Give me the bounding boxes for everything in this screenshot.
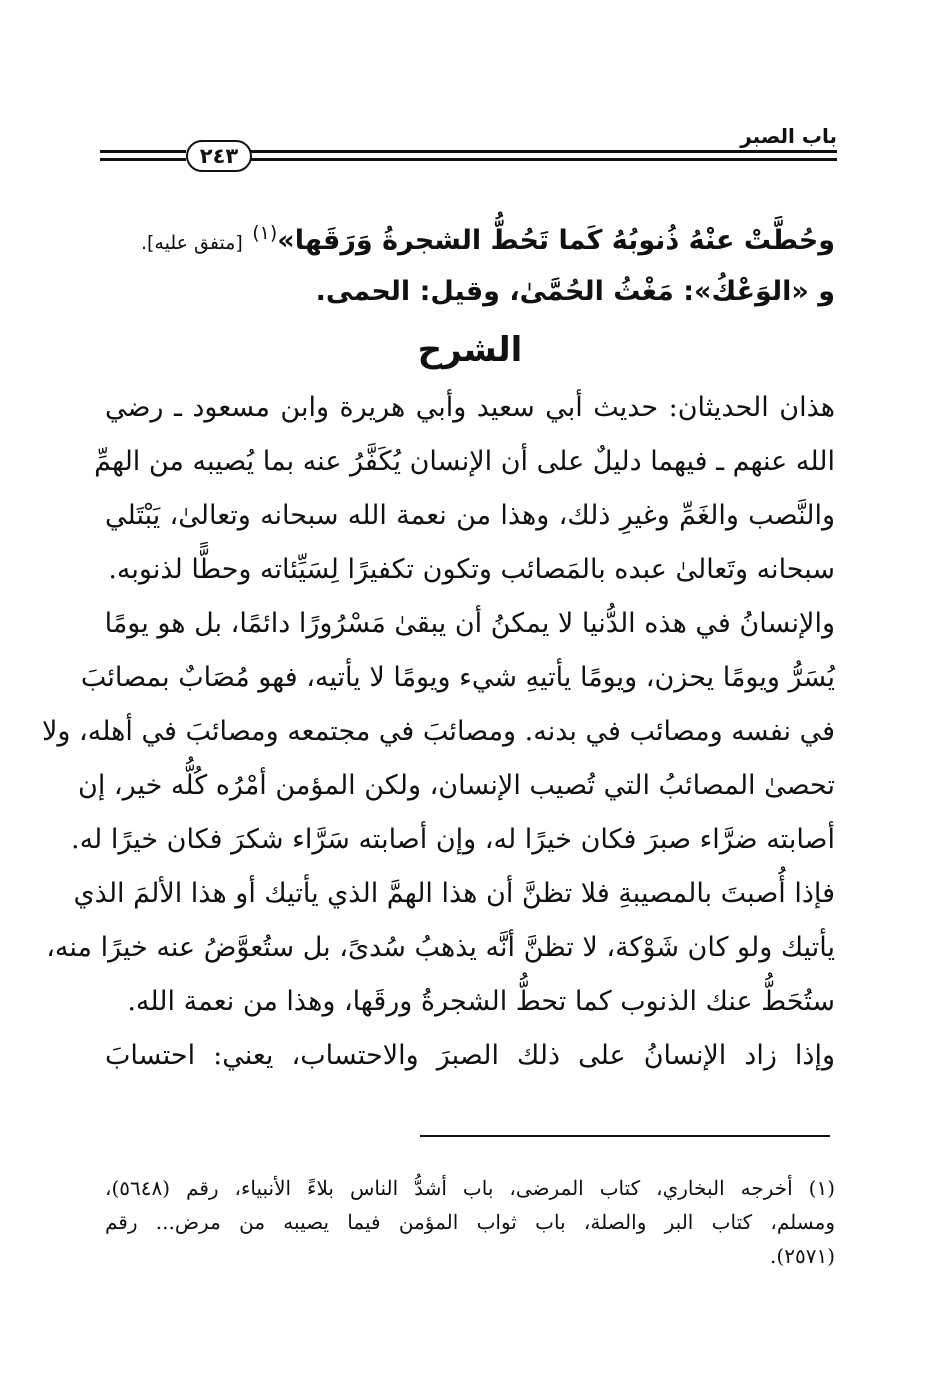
body-line: الله عنهم ـ فيهما دليلٌ على أن الإنسان يُكَفَّرُ عنه بما يُصيبه من الهمِّ bbox=[94, 446, 835, 477]
body-line: في نفسه ومصائب في بدنه. ومصائبَ في مجتمعه ومصائبَ في أهله، ولا bbox=[41, 716, 835, 747]
header-rule-right-bottom bbox=[250, 158, 837, 161]
footnote-separator bbox=[420, 1135, 830, 1137]
page-number: ٢٤٣ bbox=[186, 140, 252, 172]
body-line: أصابته ضرَّاء صبرَ فكان خيرًا له، وإن أصابته سَرَّاء شكرَ فكان خيرًا له. bbox=[70, 824, 835, 855]
intro-line-1 bbox=[105, 222, 835, 257]
section-heading: الشرح bbox=[417, 330, 523, 370]
header-rule-left-top bbox=[100, 150, 186, 153]
body-line: وإذا زاد الإنسانُ على ذلك الصبرَ والاحتساب، يعني: احتسابَ bbox=[105, 1040, 835, 1071]
body-line: فإذا أُصبتَ بالمصيبةِ فلا تظنَّ أن هذا الهمَّ الذي يأتيك أو هذا الألمَ الذي bbox=[73, 878, 835, 909]
footnote-ref: (١) bbox=[252, 222, 278, 244]
hadith-text: وحُطَّتْ عنْهُ ذُنوبُهُ كَما تَحُطُّ الشجرةُ وَرَقَها» bbox=[277, 225, 835, 256]
body-line: والنَّصب والغَمِّ وغيرِ ذلك، وهذا من نعمة الله سبحانه وتعالىٰ، يَبْتَلي bbox=[105, 500, 835, 531]
body-line: تحصىٰ المصائبُ التي تُصيب الإنسان، ولكن المؤمن أمْرُه كُلُّه خير، إن bbox=[77, 770, 835, 801]
body-line: هذان الحديثان: حديث أبي سعيد وأبي هريرة وابن مسعود ـ رضي bbox=[105, 392, 835, 423]
footnote-line: ومسلم، كتاب البر والصلة، باب ثواب المؤمن فيما يصيبه من مرض... رقم bbox=[105, 1210, 835, 1234]
agreed-upon-note: [متفق عليه]. bbox=[140, 232, 243, 254]
body-line: يأتيك ولو كان شَوْكة، لا تظنَّ أنَّه يذهبُ سُدىً، بل ستُعوَّضُ عنه خيرًا منه، bbox=[46, 932, 835, 963]
body-line: والإنسانُ في هذه الدُّنيا لا يمكنُ أن يبقىٰ مَسْرُورًا دائمًا، بل هو يومًا bbox=[104, 608, 835, 639]
header-rule-right-top bbox=[250, 150, 837, 153]
header-rule-left-bottom bbox=[100, 158, 186, 161]
chapter-title: باب الصبر bbox=[740, 124, 837, 148]
intro-line-2: و «الوَعْكُ»: مَغْثُ الحُمَّىٰ، وقيل: الحمى. bbox=[315, 276, 835, 307]
page-header bbox=[100, 112, 837, 172]
body-line: يُسَرُّ ويومًا يحزن، ويومًا يأتيهِ شيء ويومًا لا يأتيه، فهو مُصَابٌ بمصائبَ bbox=[80, 662, 835, 693]
body-line: سبحانه وتَعالىٰ عبده بالمَصائب وتكون تكفيرًا لِسَيِّئاته وحطًّا لذنوبه. bbox=[108, 554, 835, 585]
body-line: ستُحَطُّ عنك الذنوب كما تحطُّ الشجرةُ ورقَها، وهذا من نعمة الله. bbox=[127, 986, 835, 1017]
footnote-line: (١) أخرجه البخاري، كتاب المرضى، باب أشدُّ الناس بلاءً الأنبياء، رقم (٥٦٤٨)، bbox=[105, 1176, 835, 1200]
footnote-line: (٢٥٧١). bbox=[770, 1244, 835, 1268]
